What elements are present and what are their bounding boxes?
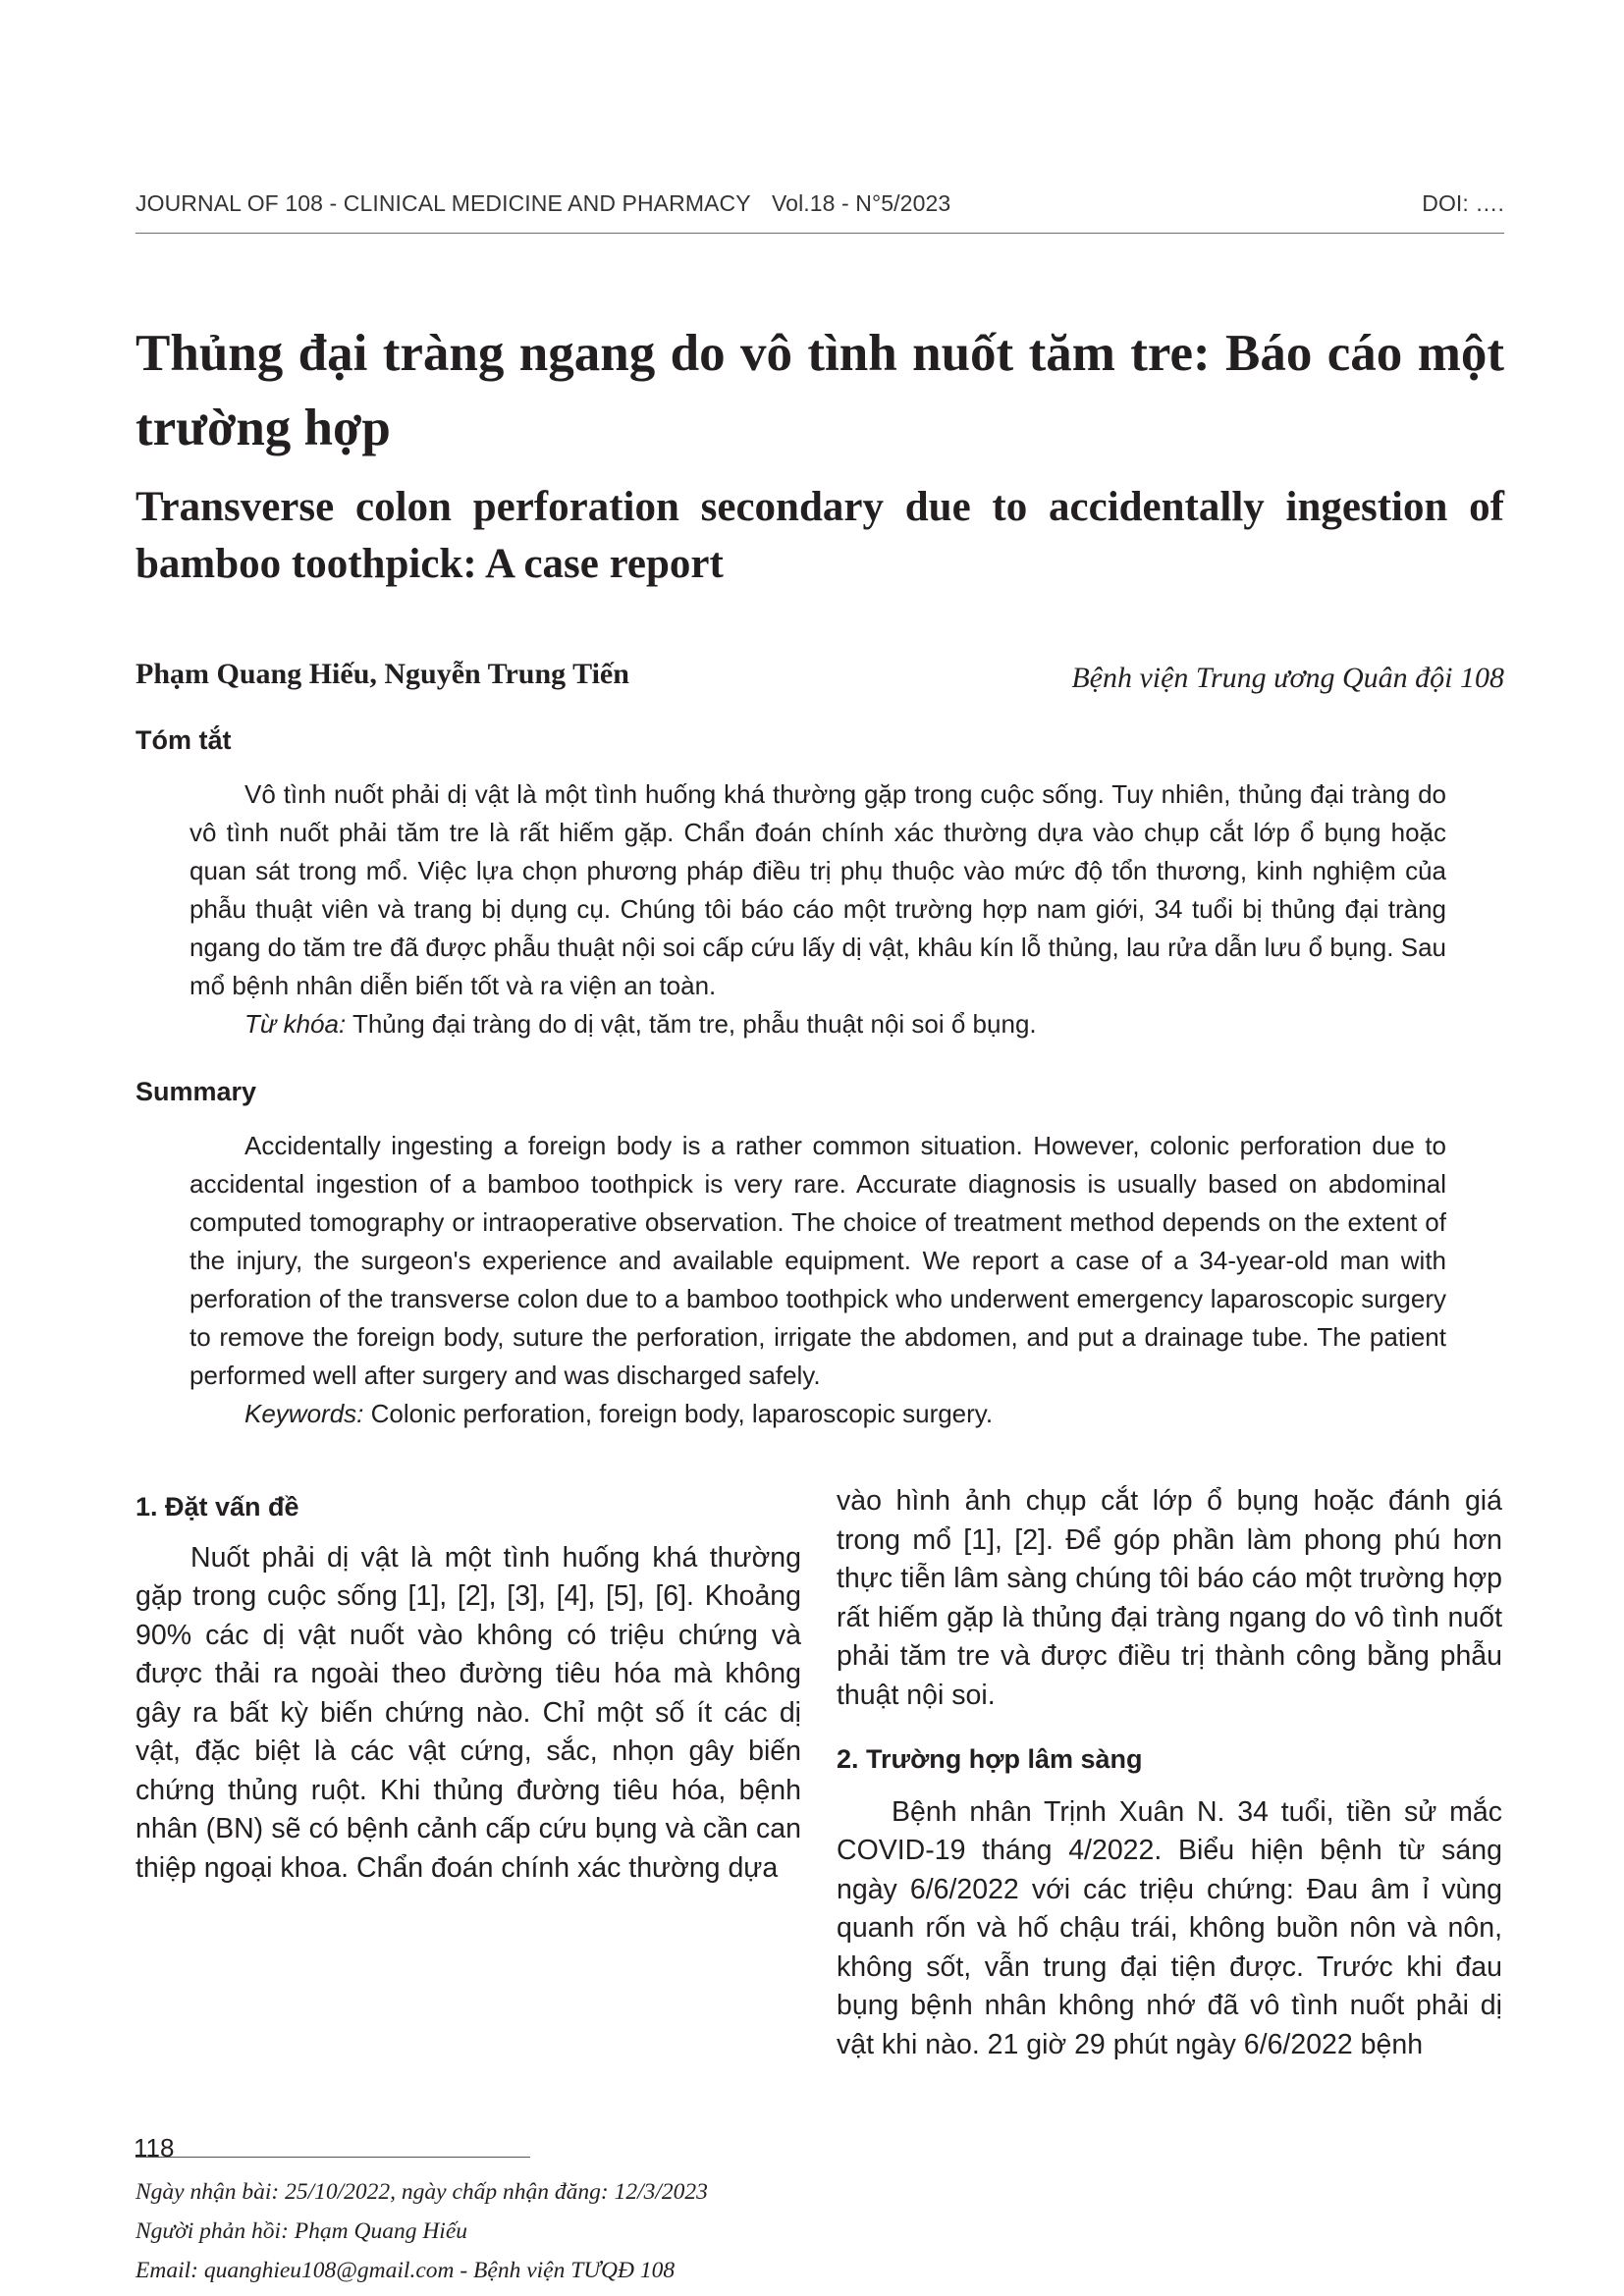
abstract-vi-heading: Tóm tắt: [135, 725, 232, 755]
section-2-paragraph: Bệnh nhân Trịnh Xuân N. 34 tuổi, tiền sử mắc COVID-19 tháng 4/2022. Biểu hiện bệnh từ sáng ngày 6/6/2022 với các triệu chứng: Đau âm ỉ vùng quanh rốn và hố chậu trái, không buồn nôn và nôn, không sốt, vẫn trung đại tiện được. Trước khi đau bụng bệnh nhân không nhớ đã vô tình nuốt phải dị vật khi nào. 21 giờ 29 phút ngày 6/6/2022 bệnh: [837, 1795, 1502, 2060]
footnotes: [135, 2172, 823, 2290]
keywords-en-label: Keywords:: [244, 1399, 364, 1428]
title-vietnamese: Thủng đại tràng ngang do vô tình nuốt tăm tre: Báo cáo một trường hợp: [135, 325, 1504, 456]
footnote-divider: [135, 2157, 530, 2158]
abstract-en-text: Accidentally ingesting a foreign body is a rather common situation. However, colonic perforation due to accidental ingestion of a bamboo toothpick is very rare. Accurate diagnosis is usually based on abdominal computed tomography or intraoperative observation. The choice of treatment method depends on the extent of the injury, the surgeon's experience and available equipment. We report a case of a 34-year-old man with perforation of the transverse colon due to a bamboo toothpick who underwent emergency laparoscopic surgery to remove the foreign body, suture the perforation, irrigate the abdomen, and put a drainage tube. The patient performed well after surgery and was discharged safely.: [189, 1131, 1446, 1390]
footnote-responder: Người phản hồi: Phạm Quang Hiếu: [135, 2218, 468, 2244]
running-header: [135, 190, 1504, 222]
section-2-heading: 2. Trường hợp lâm sàng: [837, 1744, 1143, 1774]
keywords-vi-label: Từ khóa:: [244, 1009, 347, 1039]
left-column: [135, 1488, 801, 1888]
keywords-vi: [189, 1005, 1446, 1043]
abstract-vi-text: Vô tình nuốt phải dị vật là một tình huống khá thường gặp trong cuộc sống. Tuy nhiên, thủng đại tràng do vô tình nuốt phải tăm tre là rất hiếm gặp. Chẩn đoán chính xác thường dựa vào chụp cắt lớp ổ bụng hoặc quan sát trong mổ. Việc lựa chọn phương pháp điều trị phụ thuộc vào mức độ tổn thương, kinh nghiệm của phẫu thuật viên và trang bị dụng cụ. Chúng tôi báo cáo một trường hợp nam giới, 34 tuổi bị thủng đại tràng ngang do tăm tre đã được phẫu thuật nội soi cấp cứu lấy dị vật, khâu kín lỗ thủng, lau rửa dẫn lưu ổ bụng. Sau mổ bệnh nhân diễn biến tốt và ra viện an toàn.: [189, 779, 1446, 1000]
footnote-received: Ngày nhận bài: 25/10/2022, ngày chấp nhận đăng: 12/3/2023: [135, 2179, 708, 2205]
title-english: Transverse colon perforation secondary due to accidentally ingestion of bamboo toothpick: A case report: [135, 484, 1504, 587]
journal-name: JOURNAL OF 108 - CLINICAL MEDICINE AND PHARMACY: [135, 190, 751, 216]
volume-issue: Vol.18 - N°5/2023: [772, 190, 951, 216]
affiliation: Bệnh viện Trung ương Quân đội 108: [1071, 662, 1504, 694]
abstract-vietnamese: [189, 775, 1446, 1043]
page-number: 118: [134, 2133, 175, 2163]
section-1-paragraph-continued: vào hình ảnh chụp cắt lớp ổ bụng hoặc đánh giá trong mổ [1], [2]. Để góp phần làm phong phú hơn thực tiễn lâm sàng chúng tôi báo cáo một trường hợp rất hiếm gặp là thủng đại tràng ngang do vô tình nuốt phải tăm tre và được điều trị thành công bằng phẫu thuật nội soi.: [837, 1485, 1502, 1711]
right-column: [837, 1482, 1502, 2064]
section-1-paragraph: Nuốt phải dị vật là một tình huống khá thường gặp trong cuộc sống [1], [2], [3], [4], [5], [6]. Khoảng 90% các dị vật nuốt vào không có triệu chứng và được thải ra ngoài theo đường tiêu hóa mà không gây ra bất kỳ biến chứng nào. Chỉ một số ít các dị vật, đặc biệt là các vật cứng, sắc, nhọn gây biến chứng thủng ruột. Khi thủng đường tiêu hóa, bệnh nhân (BN) sẽ có bệnh cảnh cấp cứu bụng và cần can thiệp ngoại khoa. Chẩn đoán chính xác thường dựa: [135, 1541, 801, 1884]
abstract-english: [189, 1127, 1446, 1433]
authors: Phạm Quang Hiếu, Nguyễn Trung Tiến: [135, 658, 629, 690]
keywords-en: [189, 1395, 1446, 1433]
abstract-en-heading: Summary: [135, 1077, 257, 1106]
doi-label: DOI: ….: [1422, 190, 1504, 216]
footnote-email: Email: quanghieu108@gmail.com - Bệnh viện TƯQĐ 108: [135, 2258, 676, 2283]
keywords-en-text: Colonic perforation, foreign body, laparoscopic surgery.: [363, 1399, 994, 1428]
keywords-vi-text: Thủng đại tràng do dị vật, tăm tre, phẫu thuật nội soi ổ bụng.: [346, 1009, 1037, 1039]
header-divider: [135, 233, 1504, 234]
section-1-heading: 1. Đặt vấn đề: [135, 1492, 299, 1522]
